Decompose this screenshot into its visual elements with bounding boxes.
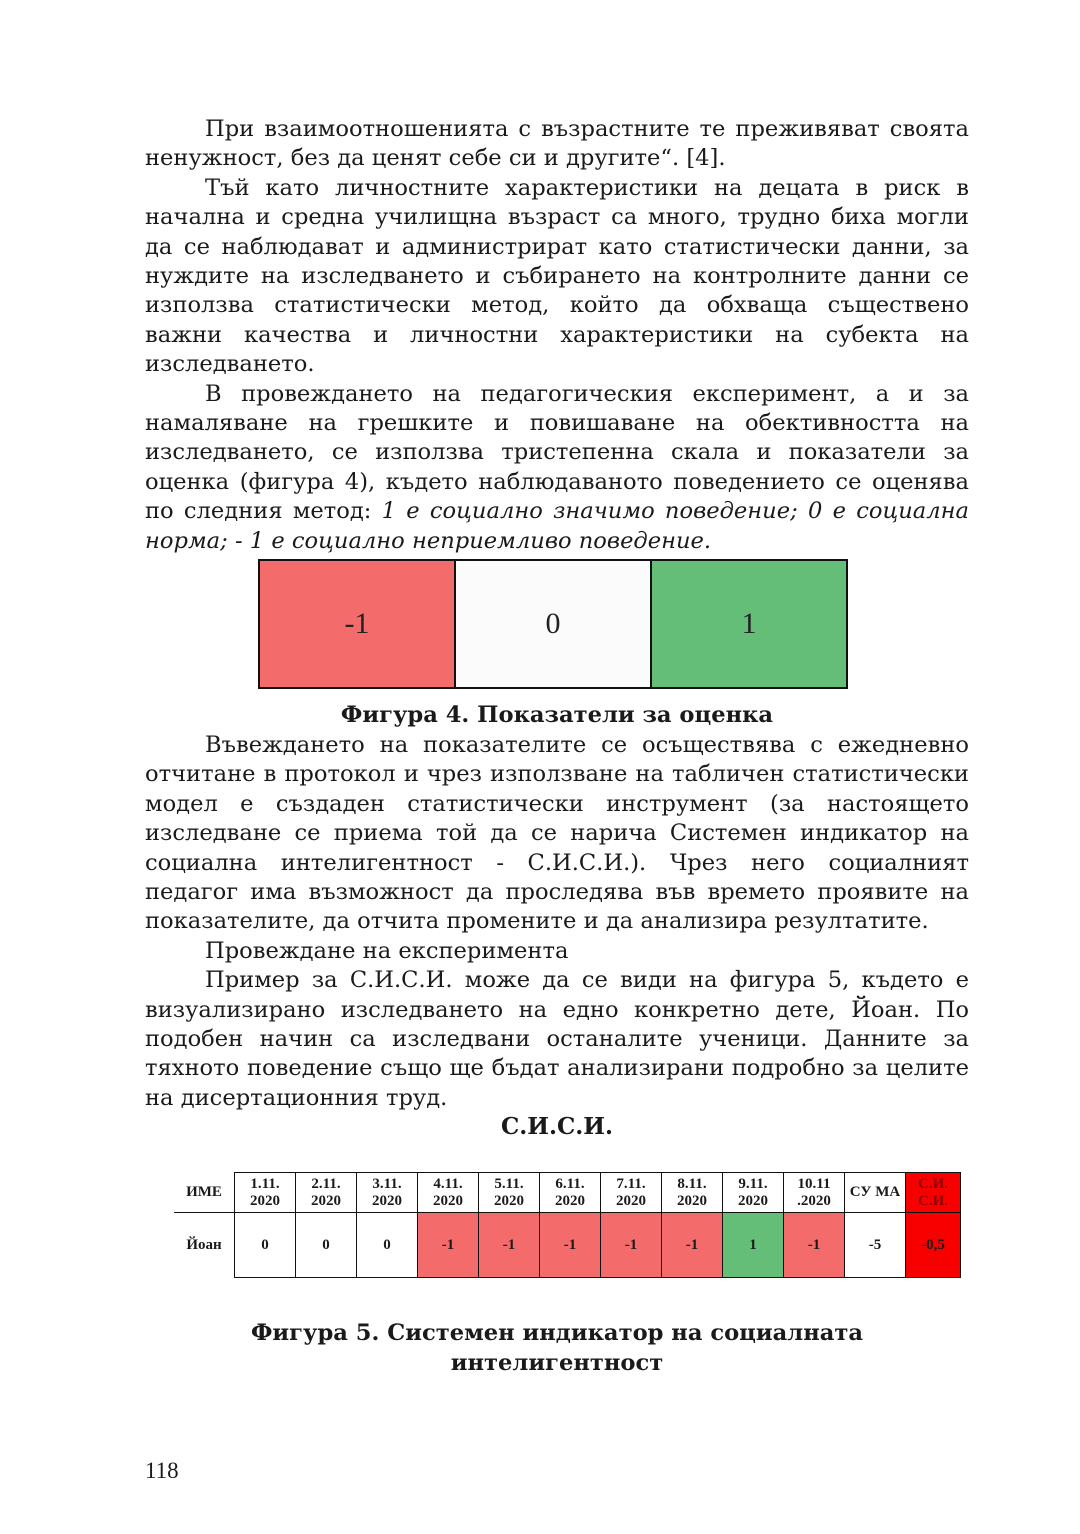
value-cell: -1 [784, 1213, 845, 1278]
paragraph: Въвеждането на показателите се осъществява с ежедневно отчитане в протокол и чрез използване на табличен статистически модел е създаден статистически инструмент (за настоящето изследване се приема той да се нарича Системен индикатор на социална интелигентност - С.И.С.И.). Чрез него социалният педагог има възможност да проследява във времето проявите на показателите, да отчита промените и да анализира резултатите. [145, 732, 969, 935]
header-cell: СУ МА [845, 1173, 906, 1213]
value-cell: -0,5 [906, 1213, 961, 1278]
value-cell: -5 [845, 1213, 906, 1278]
header-cell: 2.11. 2020 [296, 1173, 357, 1213]
paragraph: Пример за С.И.С.И. може да се види на фигура 5, където е визуализирано изследването на едно конкретно дете, Йоан. По подобен начин са изследвани останалите ученици. Данните за тяхното поведение също ще бъдат анализирани подробно за целите на дисертационния труд. [145, 967, 969, 1111]
paragraph: Тъй като личностните характеристики на децата в риск в начална и средна училищна възраст са много, трудно биха могли да се наблюдават и администрират като статистически данни, за нуждите на изследването и събирането на контролните данни се използва статистически метод, който да обхваща съществено важни качества и личностни характеристики на субекта на изследването. [145, 174, 969, 378]
scale-cell-positive: 1 [650, 561, 846, 687]
value-cell: -1 [601, 1213, 662, 1278]
figure4-caption: Фигура 4. Показатели за оценка [340, 702, 774, 728]
header-cell: 10.11 .2020 [784, 1173, 845, 1213]
paragraph-text: В провеждането на педагогическия експеримент, а и за намаляване на грешките и повишаване на обективността на изследването, се използва тристепенна скала и показатели за оценка (фигура 4), където наблюдаваното поведението се оценява по следния метод: [145, 380, 969, 525]
sisi-title: С.И.С.И. [500, 1113, 614, 1140]
header-cell: 7.11. 2020 [601, 1173, 662, 1213]
header-cell: 9.11. 2020 [723, 1173, 784, 1213]
value-cell: -1 [662, 1213, 723, 1278]
value-cell: 0 [357, 1213, 418, 1278]
figure4-scale [258, 559, 848, 689]
body-text-bottom [145, 731, 969, 1113]
value-cell: -1 [418, 1213, 479, 1278]
figure5-caption: Фигура 5. Системен индикатор на социалната интелигентност [250, 1320, 864, 1376]
value-cell: -1 [540, 1213, 601, 1278]
header-cell: 3.11. 2020 [357, 1173, 418, 1213]
scale-cell-negative: -1 [260, 561, 454, 687]
header-cell: 6.11. 2020 [540, 1173, 601, 1213]
header-cell: 5.11. 2020 [479, 1173, 540, 1213]
table-row [174, 1213, 961, 1278]
value-cell: 0 [235, 1213, 296, 1278]
row-name: Йоан [174, 1213, 235, 1278]
header-cell: 1.11. 2020 [235, 1173, 296, 1213]
value-cell: 1 [723, 1213, 784, 1278]
header-name: ИМЕ [174, 1173, 235, 1213]
scale-cell-zero: 0 [454, 561, 650, 687]
header-cell: С.И. С.И. [906, 1173, 961, 1213]
paragraph: При взаимоотношенията с възрастните те преживяват своята ненужност, без да ценят себе си и другите“. [4]. [145, 116, 969, 172]
value-cell: -1 [479, 1213, 540, 1278]
table-header-row [174, 1173, 961, 1213]
body-text-top [145, 115, 969, 556]
page-number: 118 [145, 1458, 179, 1483]
header-cell: 8.11. 2020 [662, 1173, 723, 1213]
sisi-table [174, 1172, 961, 1278]
paragraph: Провеждане на експеримента [205, 937, 569, 964]
paragraph [145, 380, 969, 556]
header-cell: 4.11. 2020 [418, 1173, 479, 1213]
value-cell: 0 [296, 1213, 357, 1278]
method-italic: 1 е социално значимо поведение; 0 е социална норма; - 1 е социално неприемливо поведение. [145, 498, 969, 554]
